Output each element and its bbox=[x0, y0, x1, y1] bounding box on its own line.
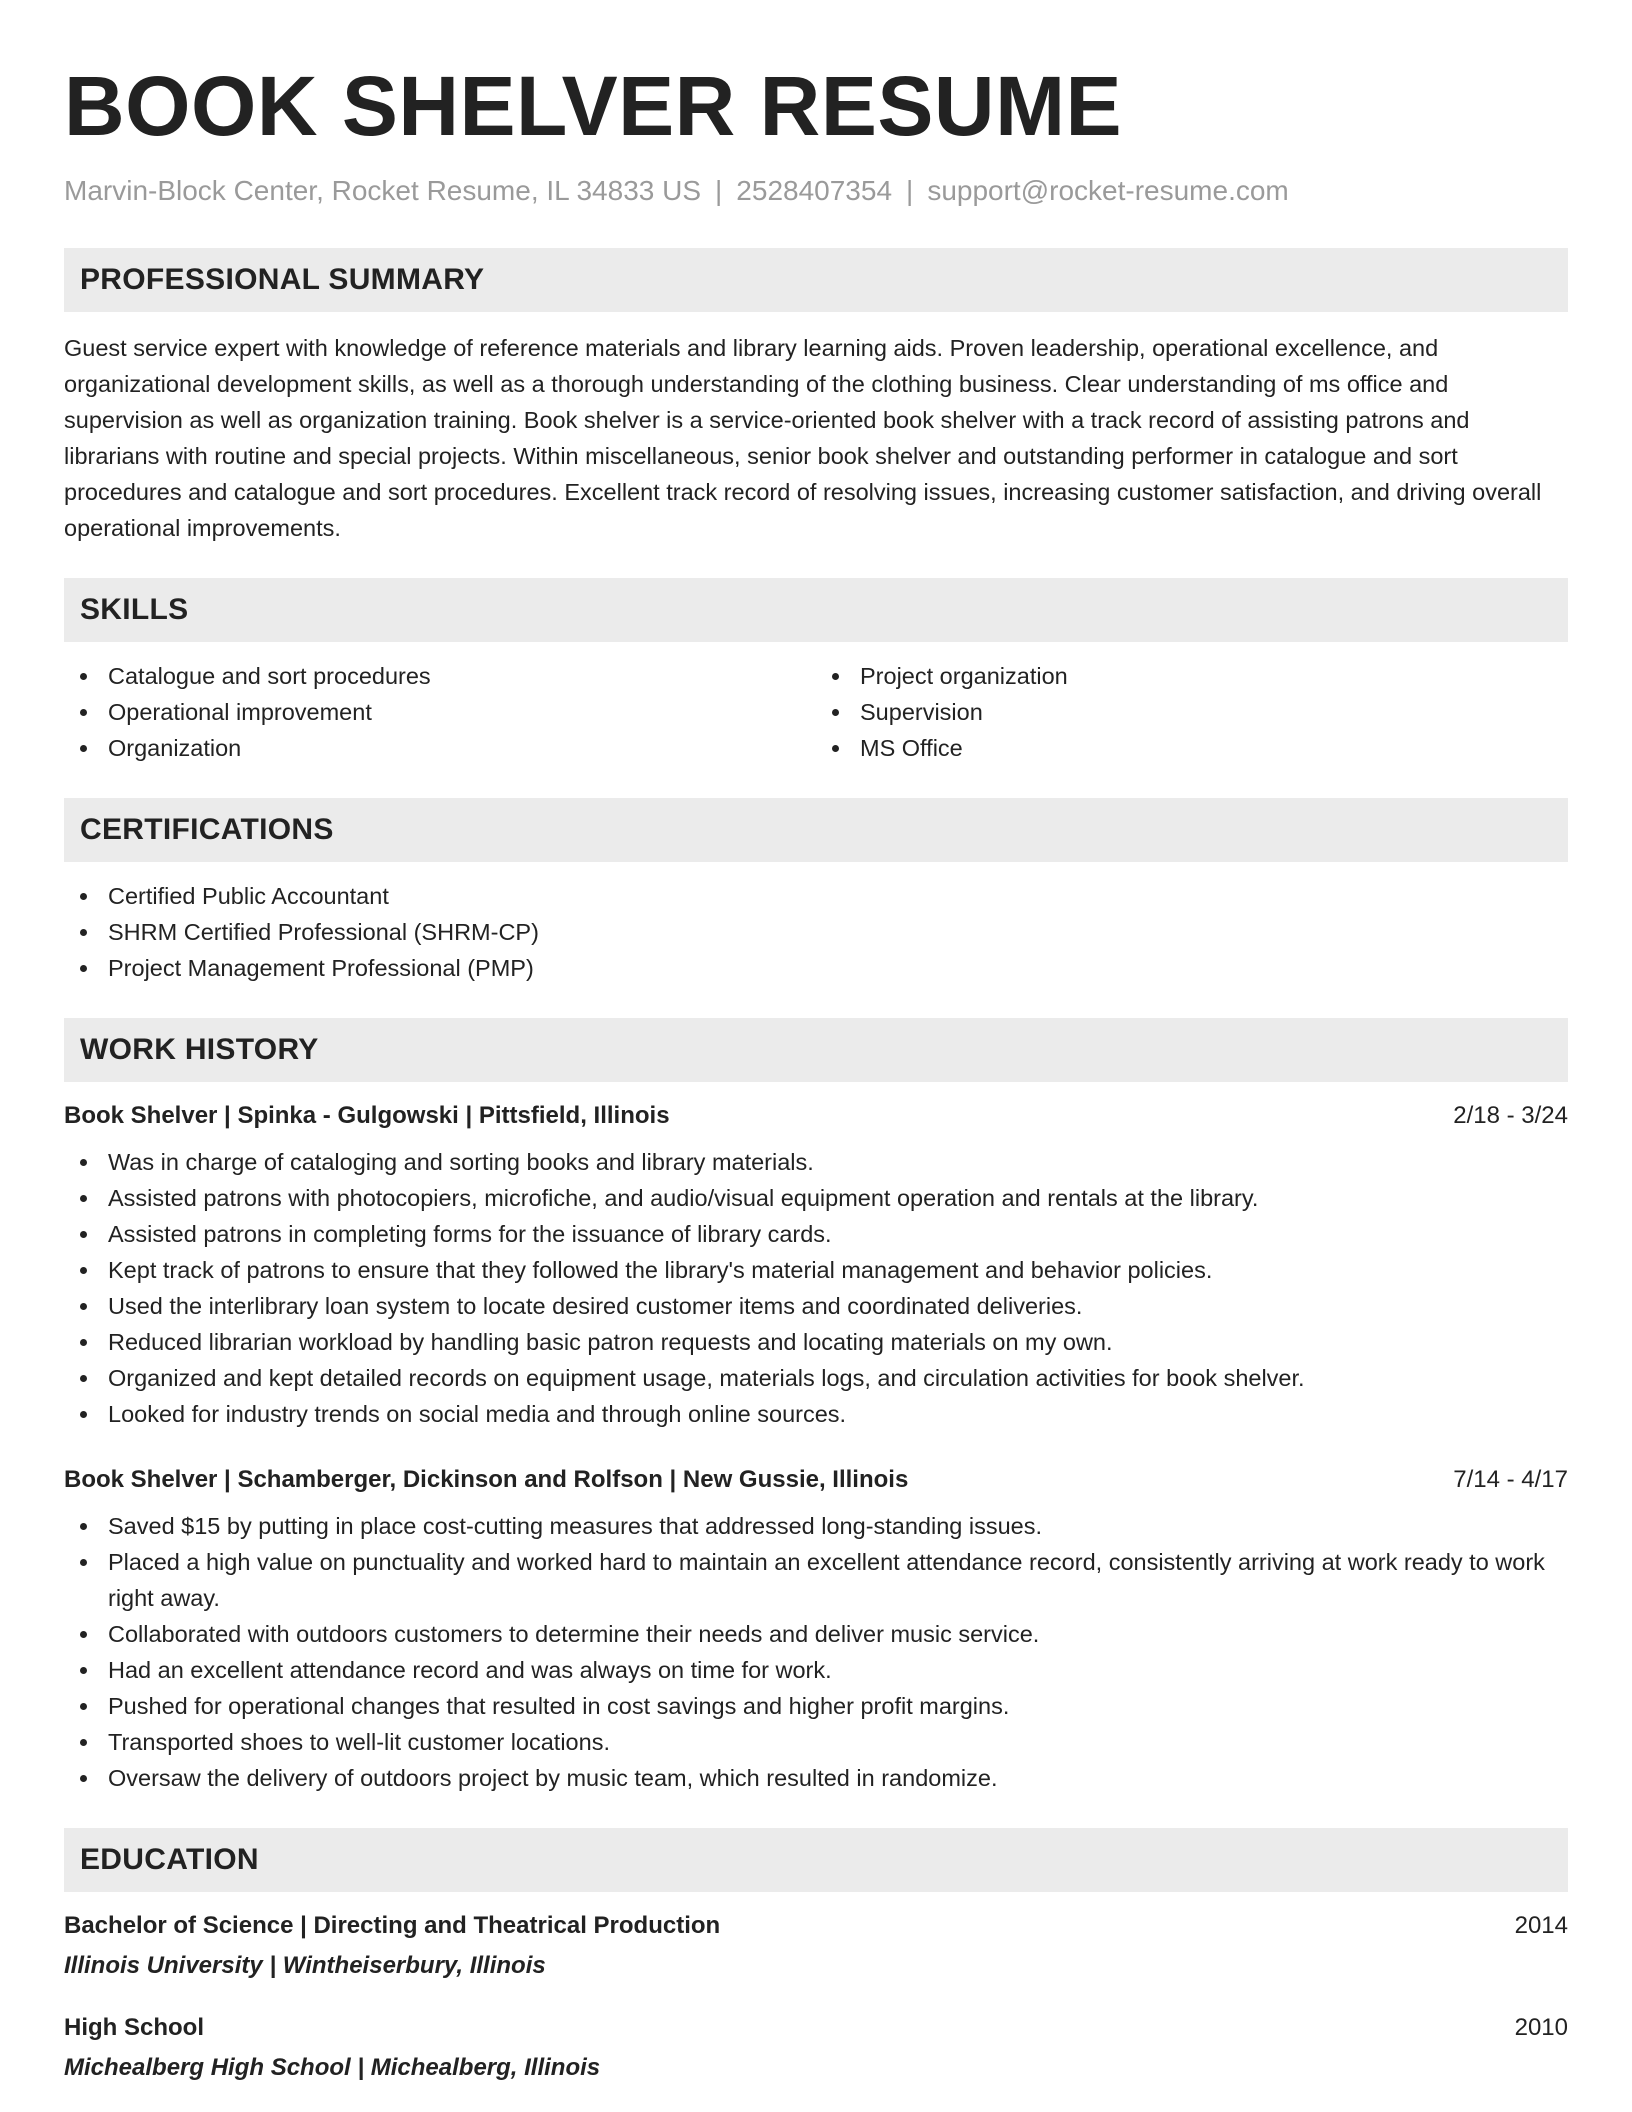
resume-title: BOOK SHELVER RESUME bbox=[64, 59, 1123, 153]
list-item: Saved $15 by putting in place cost-cutting measures that addressed long-standing issues. bbox=[64, 1508, 1568, 1544]
education-degree: High School bbox=[64, 2013, 204, 2041]
skills-grid bbox=[64, 642, 1568, 766]
job-entry bbox=[64, 1098, 1568, 1432]
education-header bbox=[64, 1908, 1568, 1944]
list-item: Looked for industry trends on social media and through online sources. bbox=[64, 1396, 1568, 1432]
list-item: Transported shoes to well-lit customer locations. bbox=[64, 1724, 1568, 1760]
certifications-section bbox=[64, 798, 1568, 986]
list-item: Assisted patrons in completing forms for the issuance of library cards. bbox=[64, 1216, 1568, 1252]
summary-text: Guest service expert with knowledge of reference materials and library learning aids. Proven leadership, operational excellence, and organizational development skills, as well as a thorough understanding of the clothing business. Clear understanding of ms office and supervision as well as organization training. Book shelver is a service-oriented book shelver with a track record of assisting patrons and librarians with routine and special projects. Within miscellaneous, senior book shelver and outstanding performer in catalogue and sort procedures and catalogue and sort procedures. Excellent track record of resolving issues, increasing customer satisfaction, and driving overall operational improvements. bbox=[64, 334, 1542, 541]
skills-list-left bbox=[64, 658, 816, 766]
certifications-heading: CERTIFICATIONS bbox=[64, 798, 1568, 862]
job-title: Book Shelver | Spinka - Gulgowski | Pittsfield, Illinois bbox=[64, 1101, 670, 1129]
list-item: Had an excellent attendance record and was always on time for work. bbox=[64, 1652, 1568, 1688]
contact-address: Marvin-Block Center, Rocket Resume, IL 34833 US bbox=[64, 175, 702, 206]
skills-section bbox=[64, 578, 1568, 766]
contact-separator: | bbox=[715, 175, 723, 206]
list-item: Project Management Professional (PMP) bbox=[64, 950, 1568, 986]
contact-separator: | bbox=[906, 175, 914, 206]
list-item: Supervision bbox=[816, 694, 1568, 730]
list-item: Catalogue and sort procedures bbox=[64, 658, 816, 694]
job-dates: 2/18 - 3/24 bbox=[1453, 1101, 1568, 1129]
list-item: Operational improvement bbox=[64, 694, 816, 730]
job-header bbox=[64, 1098, 1568, 1134]
list-item: Used the interlibrary loan system to locate desired customer items and coordinated deliveries. bbox=[64, 1288, 1568, 1324]
list-item: Kept track of patrons to ensure that they followed the library's material management and behavior policies. bbox=[64, 1252, 1568, 1288]
education-header bbox=[64, 2010, 1568, 2046]
list-item: SHRM Certified Professional (SHRM-CP) bbox=[64, 914, 1568, 950]
list-item: Was in charge of cataloging and sorting books and library materials. bbox=[64, 1144, 1568, 1180]
list-item: Reduced librarian workload by handling basic patron requests and locating materials on my own. bbox=[64, 1324, 1568, 1360]
work-history-heading: WORK HISTORY bbox=[64, 1018, 1568, 1082]
contact-phone: 2528407354 bbox=[736, 175, 893, 206]
list-item: Organized and kept detailed records on equipment usage, materials logs, and circulation activities for book shelver. bbox=[64, 1360, 1568, 1396]
education-school: Michealberg High School | Michealberg, Illinois bbox=[64, 2053, 601, 2081]
list-item: Project organization bbox=[816, 658, 1568, 694]
list-item: Certified Public Accountant bbox=[64, 878, 1568, 914]
education-year: 2010 bbox=[1514, 2013, 1568, 2041]
education-heading: EDUCATION bbox=[64, 1828, 1568, 1892]
job-bullets bbox=[64, 1144, 1568, 1432]
education-entry bbox=[64, 1908, 1568, 1984]
list-item: Assisted patrons with photocopiers, microfiche, and audio/visual equipment operation and rentals at the library. bbox=[64, 1180, 1568, 1216]
education-school: Illinois University | Wintheiserbury, Illinois bbox=[64, 1951, 546, 1979]
list-item: Placed a high value on punctuality and worked hard to maintain an excellent attendance record, consistently arriving at work ready to work right away. bbox=[64, 1544, 1568, 1616]
contact-line bbox=[64, 174, 1568, 208]
list-item: Organization bbox=[64, 730, 816, 766]
skills-list-right bbox=[816, 658, 1568, 766]
contact-email: support@rocket-resume.com bbox=[927, 175, 1289, 206]
education-degree: Bachelor of Science | Directing and Theatrical Production bbox=[64, 1911, 721, 1939]
job-dates: 7/14 - 4/17 bbox=[1453, 1465, 1568, 1493]
job-bullets bbox=[64, 1508, 1568, 1796]
education-year: 2014 bbox=[1514, 1911, 1568, 1939]
certifications-list bbox=[64, 878, 1568, 986]
list-item: Collaborated with outdoors customers to determine their needs and deliver music service. bbox=[64, 1616, 1568, 1652]
list-item: MS Office bbox=[816, 730, 1568, 766]
job-header bbox=[64, 1462, 1568, 1498]
work-history-section bbox=[64, 1018, 1568, 1796]
education-section bbox=[64, 1828, 1568, 2086]
summary-section bbox=[64, 248, 1568, 546]
education-entry bbox=[64, 2010, 1568, 2086]
job-title: Book Shelver | Schamberger, Dickinson and Rolfson | New Gussie, Illinois bbox=[64, 1465, 909, 1493]
skills-heading: SKILLS bbox=[64, 578, 1568, 642]
list-item: Pushed for operational changes that resulted in cost savings and higher profit margins. bbox=[64, 1688, 1568, 1724]
list-item: Oversaw the delivery of outdoors project by music team, which resulted in randomize. bbox=[64, 1760, 1568, 1796]
job-entry bbox=[64, 1462, 1568, 1796]
summary-heading: PROFESSIONAL SUMMARY bbox=[64, 248, 1568, 312]
